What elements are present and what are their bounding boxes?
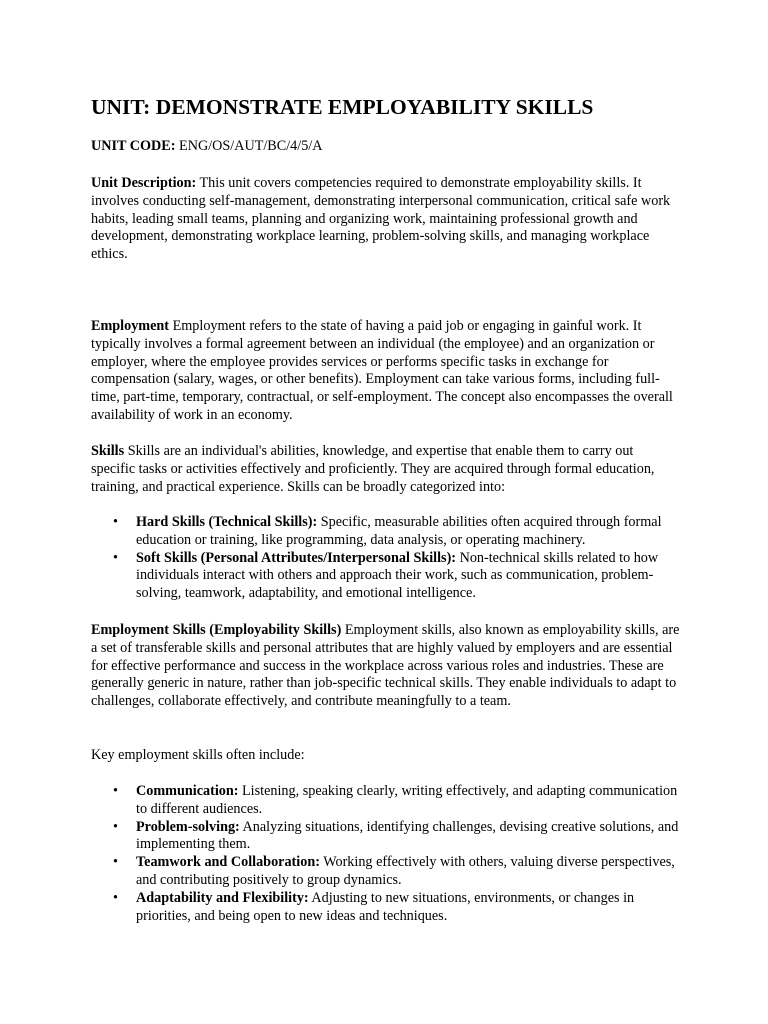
skill-term: Soft Skills (Personal Attributes/Interpersonal Skills): xyxy=(136,549,457,566)
skills-category-list xyxy=(91,514,681,603)
skills-text: Skills are an individual's abilities, knowledge, and expertise that enable them to carry out specific tasks or activities effectively and proficiently. They are acquired through formal education, training, and practical experience. Skills can be broadly categorized into: xyxy=(91,443,655,495)
employment-skills-text: Employment skills, also known as employability skills, are a set of transferable skills and personal attributes that are highly valued by employers and are essential for effective performance and success in the workplace across various roles and industries. These are generally generic in nature, rather than job-specific technical skills. They enable individuals to adapt to challenges, collaborate effectively, and contribute meaningfully to a team. xyxy=(91,622,680,710)
key-skill-term: Communication: xyxy=(136,783,239,799)
unit-code-label: UNIT CODE: xyxy=(91,138,176,154)
unit-description-label: Unit Description: xyxy=(91,175,197,191)
list-item xyxy=(91,890,681,926)
page-title: UNIT: DEMONSTRATE EMPLOYABILITY SKILLS xyxy=(91,95,594,119)
key-skill-term: Teamwork and Collaboration: xyxy=(136,854,320,871)
key-skill-description: Adjusting to new situations, environments, or changes in priorities, and being open to new ideas and techniques. xyxy=(136,889,635,924)
skills-paragraph xyxy=(91,443,681,496)
skill-description: Specific, measurable abilities often acquired through formal education or training, like programming, data analysis, or operating machinery. xyxy=(136,514,662,548)
key-skills-intro: Key employment skills often include: xyxy=(91,747,305,763)
key-skill-term: Problem-solving: xyxy=(136,818,240,835)
list-item xyxy=(91,550,681,603)
list-item xyxy=(91,514,681,550)
key-skill-description: Analyzing situations, identifying challenges, devising creative solutions, and implementing them. xyxy=(136,818,679,853)
unit-code-value: ENG/OS/AUT/BC/4/5/A xyxy=(179,138,323,154)
key-skill-description: Listening, speaking clearly, writing effectively, and adapting communication to different audiences. xyxy=(136,783,678,817)
employment-skills-paragraph xyxy=(91,622,681,711)
list-item xyxy=(91,783,681,819)
list-item xyxy=(91,854,681,890)
unit-code-line xyxy=(91,138,681,156)
skill-description: Non-technical skills related to how individuals interact with others and approach their work, such as communication, problem-solving, teamwork, adaptability, and emotional intelligence. xyxy=(136,549,659,602)
employment-paragraph xyxy=(91,318,681,425)
skill-term: Hard Skills (Technical Skills): xyxy=(136,514,318,530)
employment-label: Employment xyxy=(91,318,170,334)
employment-text: Employment refers to the state of having a paid job or engaging in gainful work. It typically involves a formal agreement between an individual (the employee) and an organization or employer, where the employee provides services or performs specific tasks in exchange for compensation (salary, wages, or other benefits). Employment can take various forms, including full-time, part-time, temporary, contractual, or self-employment. The concept also encompasses the overall availability of work in an economy. xyxy=(91,318,673,423)
employment-skills-label: Employment Skills (Employability Skills) xyxy=(91,622,342,638)
unit-description-text: This unit covers competencies required to demonstrate employability skills. It involves conducting self-management, demonstrating interpersonal communication, critical safe work habits, leading small teams, planning and organizing work, maintaining professional growth and development, demonstrating workplace learning, problem-solving skills, and managing workplace ethics. xyxy=(91,175,671,263)
list-item xyxy=(91,819,681,855)
skills-label: Skills xyxy=(91,443,125,459)
key-skill-term: Adaptability and Flexibility: xyxy=(136,889,309,906)
unit-description-paragraph xyxy=(91,175,681,264)
key-skills-list xyxy=(91,783,681,925)
key-skill-description: Working effectively with others, valuing diverse perspectives, and contributing positively to group dynamics. xyxy=(136,854,675,888)
